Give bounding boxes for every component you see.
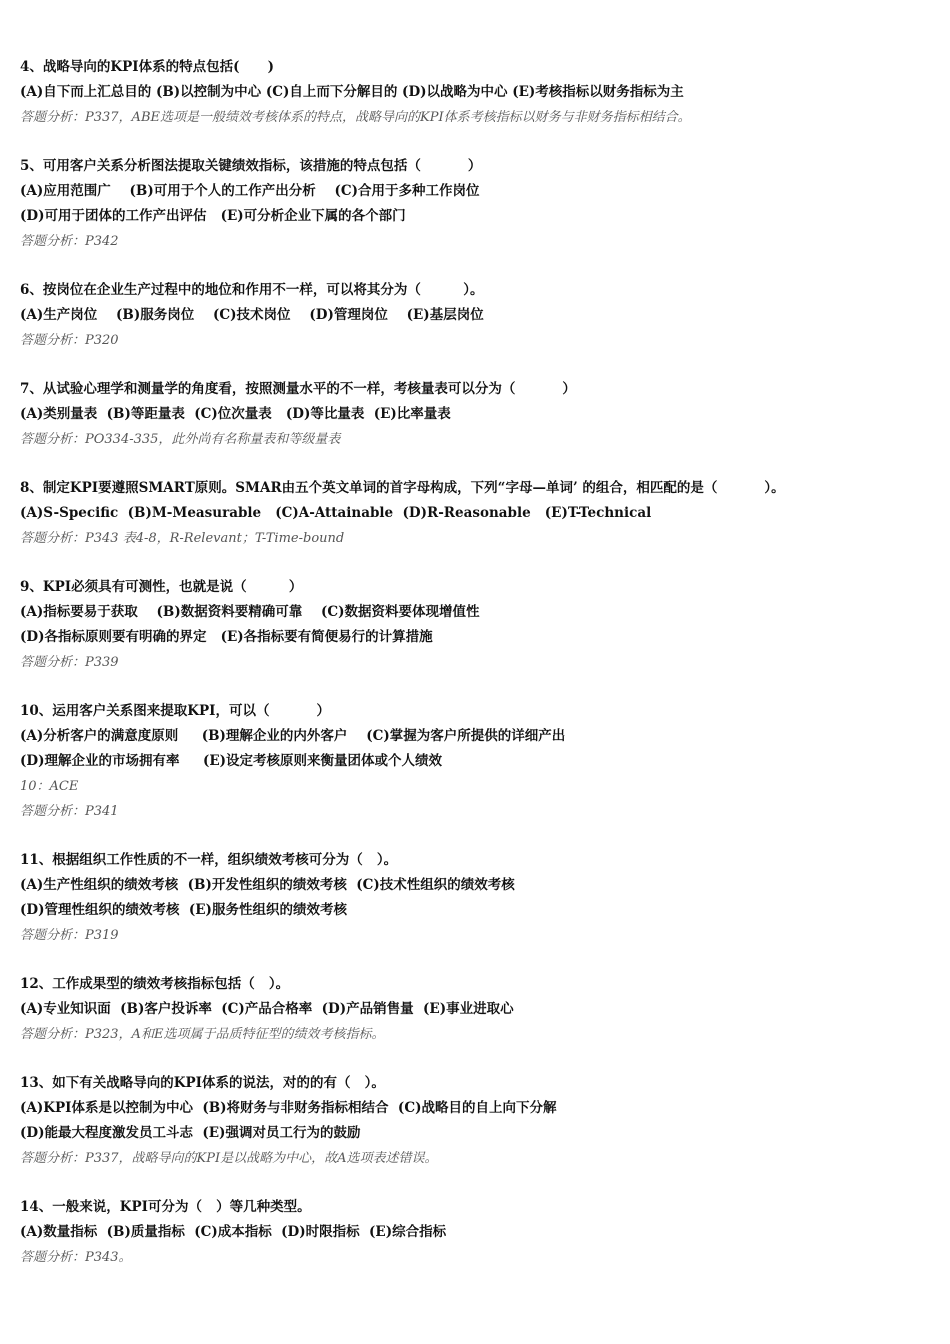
answer-analysis: 答题分析：P339 — [20, 655, 119, 670]
question-options: (D)各指标原则要有明确的界定 (E)各指标要有简便易行的计算措施 — [20, 629, 433, 645]
question-13 — [20, 1071, 930, 1171]
answer-analysis: 答题分析：PO334-335，此外尚有名称量表和等级量表 — [20, 432, 341, 447]
question-stem: 10、运用客户关系图来提取KPI，可以（ ） — [20, 703, 330, 719]
question-options: (D)理解企业的市场拥有率 (E)设定考核原则来衡量团体或个人绩效 — [20, 753, 443, 769]
question-stem: 9、KPI必须具有可测性，也就是说（ ） — [20, 579, 303, 595]
question-options: (D)能最大程度激发员工斗志 (E)强调对员工行为的鼓励 — [20, 1125, 361, 1141]
question-stem: 5、可用客户关系分析图法提取关键绩效指标，该措施的特点包括（ ） — [20, 158, 482, 174]
answer-analysis: 答题分析：P319 — [20, 928, 119, 943]
question-12 — [20, 972, 930, 1047]
question-options: (A)数量指标 (B)质量指标 (C)成本指标 (D)时限指标 (E)综合指标 — [20, 1224, 447, 1240]
answer-analysis: 答题分析：P341 — [20, 804, 119, 819]
question-options: (D)可用于团体的工作产出评估 (E)可分析企业下属的各个部门 — [20, 208, 406, 224]
question-stem: 12、工作成果型的绩效考核指标包括（ ）。 — [20, 976, 290, 992]
answer-key: 10：ACE — [20, 779, 79, 794]
question-8 — [20, 476, 930, 551]
question-options: (D)管理性组织的绩效考核 (E)服务性组织的绩效考核 — [20, 902, 347, 918]
answer-analysis: 答题分析：P337，战略导向的KPI是以战略为中心，故A选项表述错误。 — [20, 1151, 438, 1166]
question-10 — [20, 699, 930, 824]
answer-analysis: 答题分析：P320 — [20, 333, 119, 348]
question-options: (A)类别量表 (B)等距量表 (C)位次量表 (D)等比量表 (E)比率量表 — [20, 406, 451, 422]
question-4 — [20, 55, 930, 130]
question-options: (A)专业知识面 (B)客户投诉率 (C)产品合格率 (D)产品销售量 (E)事业进取心 — [20, 1001, 514, 1017]
question-options: (A)自下而上汇总目的 (B)以控制为中心 (C)自上而下分解目的 (D)以战略为中心 (E)考核指标以财务指标为主 — [20, 84, 684, 100]
question-stem: 6、按岗位在企业生产过程中的地位和作用不一样，可以将其分为（ ）。 — [20, 282, 484, 298]
answer-analysis: 答题分析：P343。 — [20, 1250, 132, 1265]
question-options: (A)分析客户的满意度原则 (B)理解企业的内外客户 (C)掌握为客户所提供的详细产出 — [20, 728, 566, 744]
question-stem: 8、制定KPI要遵照SMART原则。SMAR由五个英文单词的首字母构成，下列“字母—单词’ 的组合，相匹配的是（ ）。 — [20, 480, 785, 496]
question-stem: 7、从试验心理学和测量学的角度看，按照测量水平的不一样，考核量表可以分为（ ） — [20, 381, 576, 397]
answer-analysis: 答题分析：P337，ABE选项是一般绩效考核体系的特点，战略导向的KPI体系考核指标以财务与非财务指标相结合。 — [20, 110, 691, 125]
question-options: (A)生产性组织的绩效考核 (B)开发性组织的绩效考核 (C)技术性组织的绩效考核 — [20, 877, 515, 893]
question-5 — [20, 154, 930, 254]
question-list — [20, 55, 930, 1294]
question-7 — [20, 377, 930, 452]
question-11 — [20, 848, 930, 948]
question-options: (A)KPI体系是以控制为中心 (B)将财务与非财务指标相结合 (C)战略目的自上向下分解 — [20, 1100, 557, 1116]
question-14 — [20, 1195, 930, 1270]
question-stem: 14、一般来说，KPI可分为（ ）等几种类型。 — [20, 1199, 311, 1215]
question-stem: 4、战略导向的KPI体系的特点包括( ) — [20, 59, 275, 75]
question-options: (A)应用范围广 (B)可用于个人的工作产出分析 (C)合用于多种工作岗位 — [20, 183, 480, 199]
question-stem: 13、如下有关战略导向的KPI体系的说法，对的的有（ ）。 — [20, 1075, 385, 1091]
question-6 — [20, 278, 930, 353]
question-stem: 11、根据组织工作性质的不一样，组织绩效考核可分为（ ）。 — [20, 852, 398, 868]
answer-analysis: 答题分析：P323，A和E选项属于品质特征型的绩效考核指标。 — [20, 1027, 385, 1042]
question-options: (A)S-Specific (B)M-Measurable (C)A-Attainable (D)R-Reasonable (E)T-Technical — [20, 505, 652, 521]
answer-analysis: 答题分析：P343 表4-8，R-Relevant；T-Time-bound — [20, 531, 345, 546]
question-options: (A)生产岗位 (B)服务岗位 (C)技术岗位 (D)管理岗位 (E)基层岗位 — [20, 307, 484, 323]
question-options: (A)指标要易于获取 (B)数据资料要精确可靠 (C)数据资料要体现增值性 — [20, 604, 480, 620]
answer-analysis: 答题分析：P342 — [20, 234, 119, 249]
question-9 — [20, 575, 930, 675]
